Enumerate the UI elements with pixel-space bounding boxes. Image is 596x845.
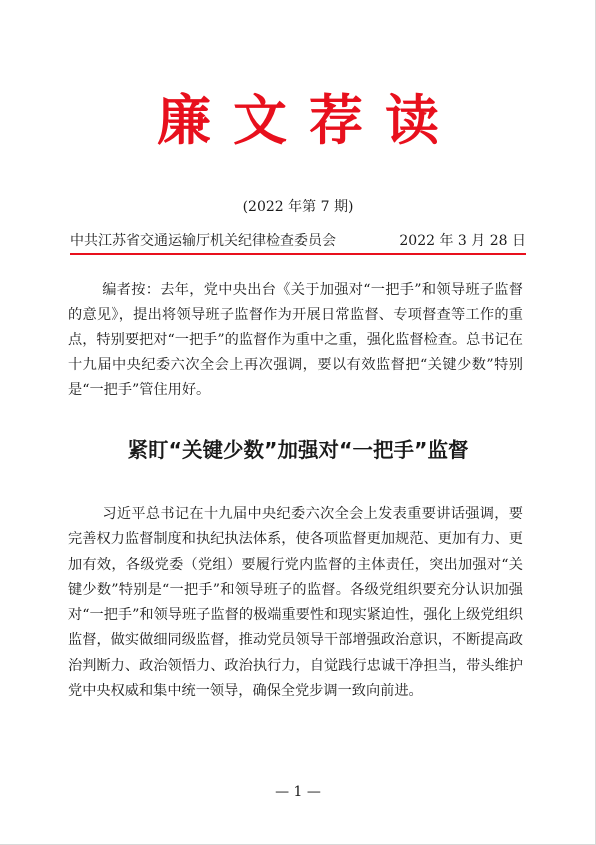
article-heading: 紧盯“关键少数”加强对“一把手”监督 <box>127 438 469 462</box>
page-number: — 1 — <box>275 784 321 800</box>
issue-number: (2022 年第 7 期) <box>242 199 354 215</box>
article-body-text: 习近平总书记在十九届中央纪委六次全会上发表重要讲话强调，要完善权力监督制度和执纪执法体系，使各项监督更加规范、更加有力、更加有效，各级党委（党组）要履行党内监督的主体责任，突出加强对“关键少数”特别是“一把手”和领导班子的监督。各级党组织要充分认识加强对“一把手”和领导班子监督的极端重要性和现实紧迫性，强化上级党组织监督，做实做细同级监督，推动党员领导干部增强政治意识，不断提高政治判断力、政治领悟力、政治执行力，自觉践行忠诚干净担当，带头维护党中央权威和集中统一领导，确保全党步调一致向前进。 <box>68 506 523 700</box>
editor-note <box>68 278 523 403</box>
masthead-title: 廉文荐读 <box>157 88 461 152</box>
publisher-name: 中共江苏省交通运输厅机关纪律检查委员会 <box>70 233 336 249</box>
publish-date: 2022 年 3 月 28 日 <box>399 233 526 249</box>
article-body <box>68 502 523 704</box>
editor-note-text: 编者按：去年，党中央出台《关于加强对“一把手”和领导班子监督的意见》，提出将领导班子监督作为开展日常监督、专项督查等工作的重点，特别要把对“一把手”的监督作为重中之重，强化监督检查。总书记在十九届中央纪委六次全会上再次强调，要以有效监督把“关键少数”特别是“一把手”管住用好。 <box>68 282 523 398</box>
header-divider <box>70 253 526 255</box>
